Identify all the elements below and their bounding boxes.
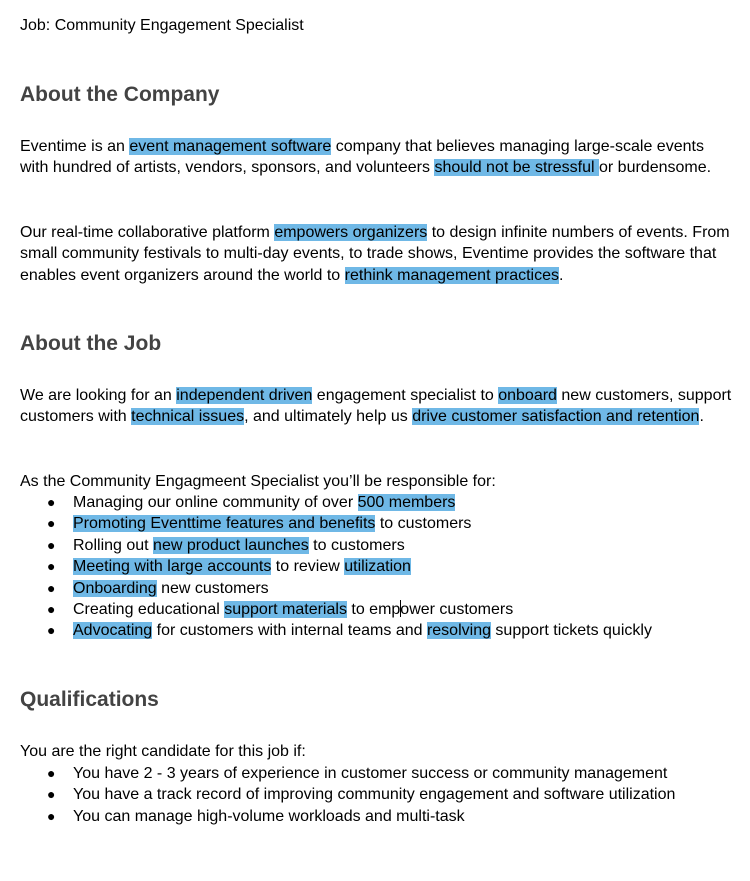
about-company-heading: About the Company [20, 83, 220, 106]
responsibilities-list [20, 492, 732, 642]
list-item-text: You have 2 - 3 years of experience in customer success or community management [73, 765, 668, 782]
list-item [20, 784, 732, 805]
list-item [20, 620, 732, 641]
about-job-paragraph [20, 385, 732, 428]
text-run: to customers [308, 536, 405, 554]
text-run: Rolling out [73, 536, 154, 554]
list-item [20, 578, 732, 599]
list-item [20, 535, 732, 556]
qualifications-intro: You are the right candidate for this job if: [20, 743, 306, 760]
highlighted-text: empowers organizers [274, 224, 428, 241]
text-run: ower customers [400, 601, 514, 619]
about-job-heading: About the Job [20, 332, 162, 355]
highlighted-text: Meeting with large accounts [73, 558, 272, 576]
about-company-paragraph-2 [20, 222, 732, 286]
bullet-icon: ● [47, 765, 56, 781]
list-item [20, 513, 732, 534]
highlighted-text: drive customer satisfaction and retention [412, 408, 700, 426]
highlighted-text: Onboarding [73, 579, 157, 597]
list-item [20, 556, 732, 577]
text-run: Creating educational [73, 601, 225, 619]
responsibilities-intro: As the Community Engagmeent Specialist you’ll be responsible for: [20, 473, 496, 490]
qualifications-list [20, 763, 732, 827]
text-run: new customers, support customers with [20, 387, 732, 426]
text-run: for customers with internal teams and [152, 622, 427, 640]
list-item-text: You can manage high-volume workloads and multi-task [73, 807, 465, 825]
text-run: engagement specialist to [312, 387, 499, 404]
highlighted-text: rethink management practices [344, 266, 559, 284]
list-item [20, 492, 732, 513]
list-item [20, 763, 732, 784]
bullet-icon: ● [47, 807, 56, 824]
text-run: . [699, 408, 704, 426]
highlighted-text: Advocating [73, 622, 153, 640]
bullet-icon: ● [47, 536, 56, 553]
text-run: or burdensome. [599, 159, 712, 177]
text-run: to emp [346, 601, 401, 619]
highlighted-text: support materials [224, 601, 347, 619]
bullet-icon: ● [47, 622, 56, 639]
text-run: company that believes managing large-scale events with hundred of artists, vendors, sponsors, and volunteers [20, 138, 704, 177]
about-company-paragraph-1 [20, 136, 732, 179]
highlighted-text: new product launches [153, 536, 309, 554]
text-run: We are looking for an [20, 387, 177, 404]
list-item-text: You have a track record of improving community engagement and software utilization [73, 786, 676, 804]
text-run: to customers [375, 515, 472, 533]
highlighted-text: onboard [498, 387, 557, 404]
text-run: Managing our online community of over [73, 494, 358, 511]
highlighted-text: independent driven [176, 387, 313, 404]
list-item [20, 599, 732, 620]
highlighted-text: resolving [426, 622, 491, 640]
bullet-icon: ● [47, 786, 56, 803]
text-run: new customers [156, 579, 269, 597]
bullet-icon: ● [47, 515, 56, 532]
highlighted-text: event management software [129, 138, 332, 155]
bullet-icon: ● [47, 558, 56, 575]
highlighted-text: should not be stressful [434, 159, 599, 177]
text-run: , and ultimately help us [244, 408, 413, 426]
bullet-icon: ● [47, 494, 56, 510]
highlighted-text: 500 members [357, 494, 456, 511]
text-run: to design infinite numbers of events. From small community festivals to multi-day events, to trade shows, Eventime provides the software that enables event organizers around the world to [20, 224, 730, 284]
text-run: to review [271, 558, 345, 576]
list-item [20, 806, 732, 827]
highlighted-text: technical issues [131, 408, 245, 426]
bullet-icon: ● [47, 601, 56, 618]
text-run: . [558, 266, 564, 284]
text-run: Eventime is an [20, 138, 130, 155]
qualifications-heading: Qualifications [20, 688, 159, 711]
highlighted-text: Promoting Eventtime features and benefits [73, 515, 376, 533]
bullet-icon: ● [47, 579, 56, 596]
text-run: support tickets quickly [490, 622, 652, 640]
job-title: Job: Community Engagement Specialist [20, 17, 304, 34]
highlighted-text: utilization [344, 558, 411, 576]
text-run: Our real-time collaborative platform [20, 224, 275, 241]
